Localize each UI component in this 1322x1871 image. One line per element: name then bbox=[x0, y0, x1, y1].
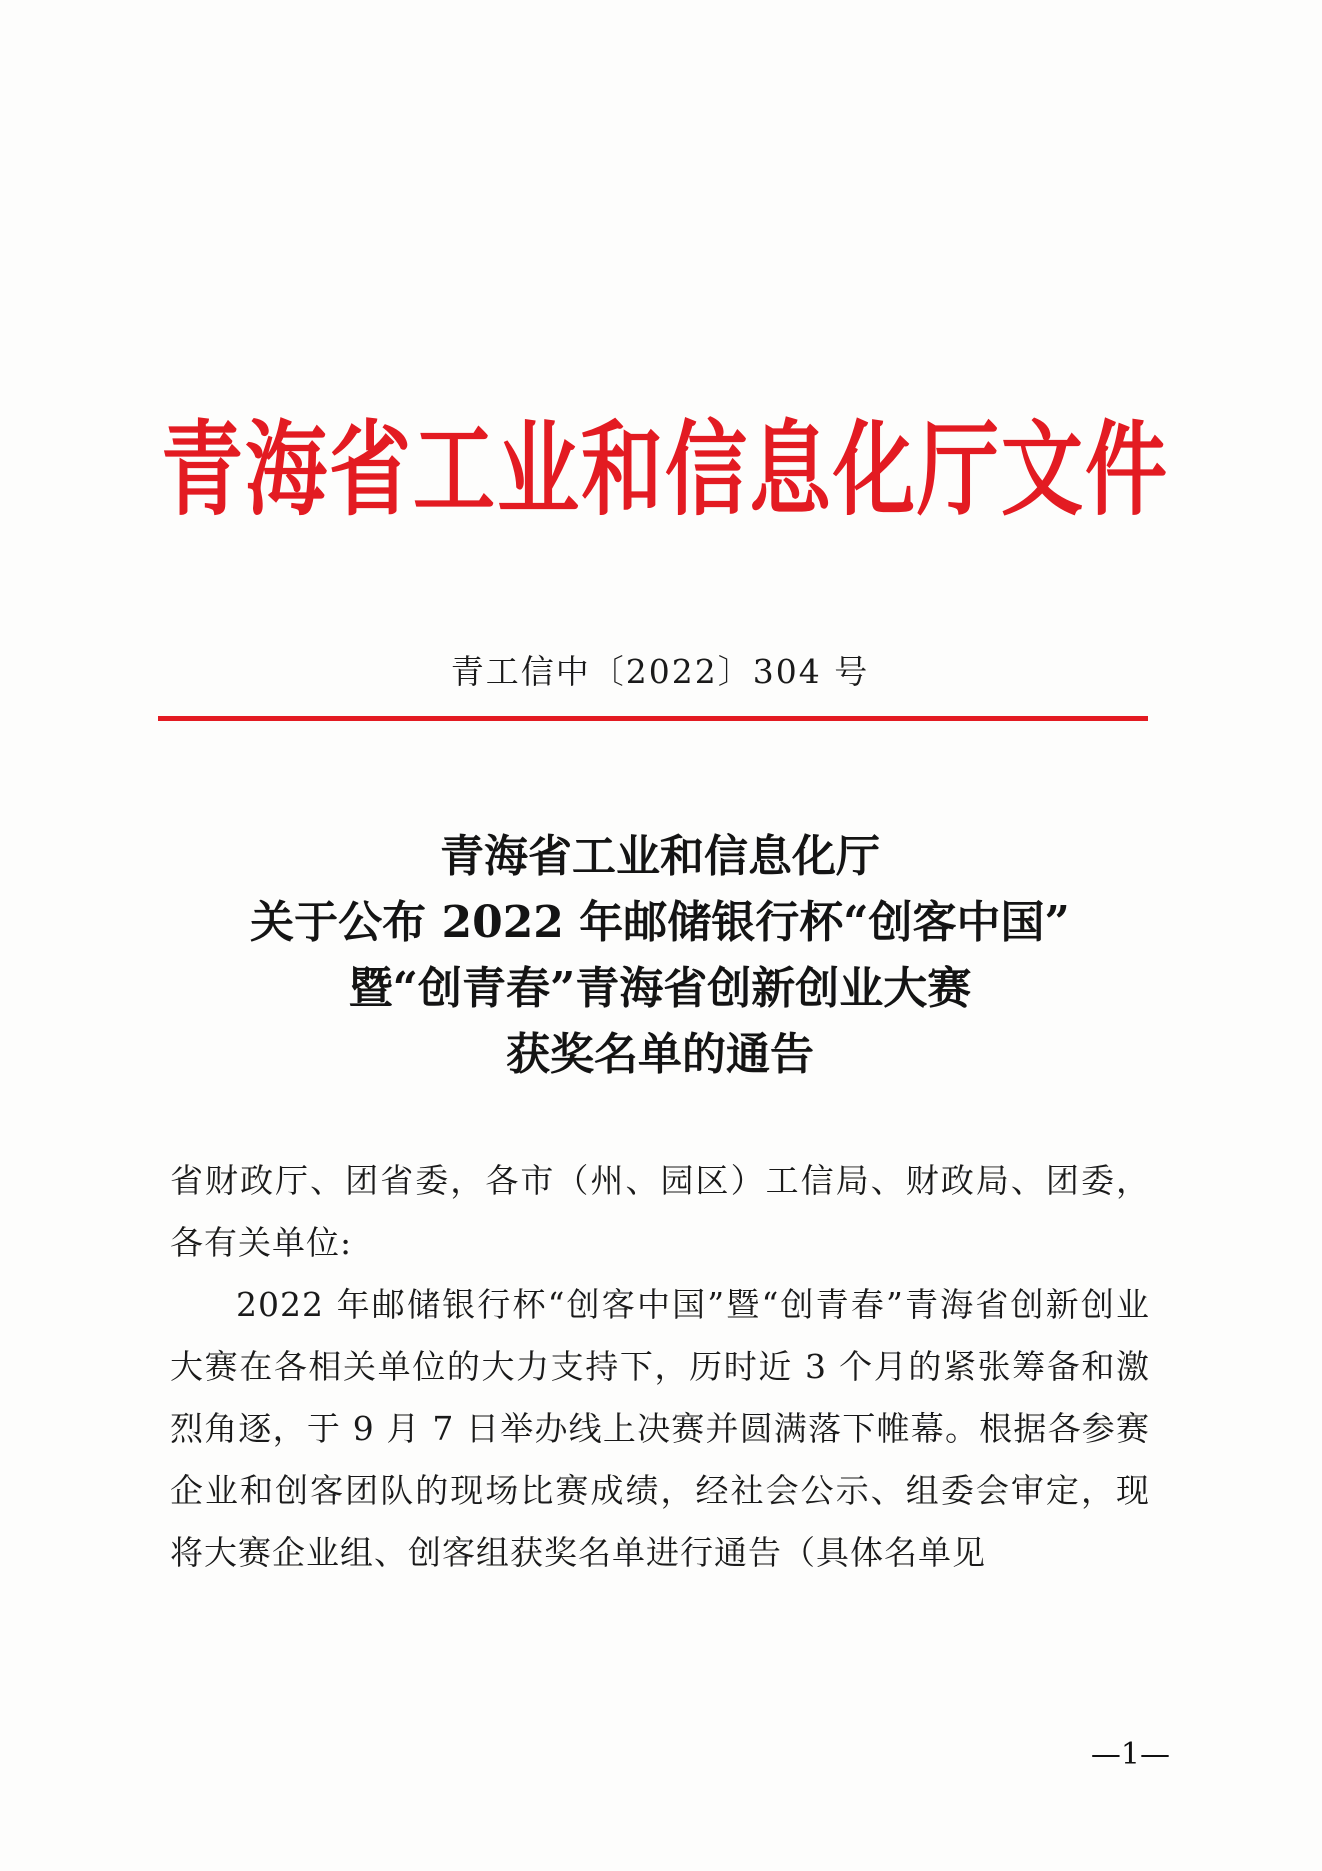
issuer-header: 青海省工业和信息化厅文件 bbox=[160, 410, 1169, 530]
body-text bbox=[170, 1150, 1150, 1584]
red-divider-line bbox=[158, 716, 1148, 721]
notice-title-line: 获奖名单的通告 bbox=[506, 1029, 814, 1080]
notice-title-line: 关于公布 2022 年邮储银行杯“创客中国” bbox=[250, 897, 1070, 948]
body-paragraph: 2022 年邮储银行杯“创客中国”暨“创青春”青海省创新创业大赛在各相关单位的大力支持下，历时近 3 个月的紧张筹备和激烈角逐，于 9 月 7 日举办线上决赛并圆满落下帷幕。根据各参赛企业和创客团队的现场比赛成绩，经社会公示、组委会审定，现将大赛企业组、创客组获奖名单进行通告（具体名单见 bbox=[170, 1285, 1150, 1572]
document-number: 青工信中〔2022〕304 号 bbox=[450, 652, 870, 691]
page-number: —1— bbox=[1090, 1737, 1170, 1772]
notice-title-line: 青海省工业和信息化厅 bbox=[440, 831, 880, 882]
salutation: 省财政厅、团省委，各市（州、园区）工信局、财政局、团委，各有关单位: bbox=[170, 1161, 1150, 1262]
notice-title-line: 暨“创青春”青海省创新创业大赛 bbox=[348, 963, 972, 1014]
notice-title bbox=[150, 824, 1170, 1088]
